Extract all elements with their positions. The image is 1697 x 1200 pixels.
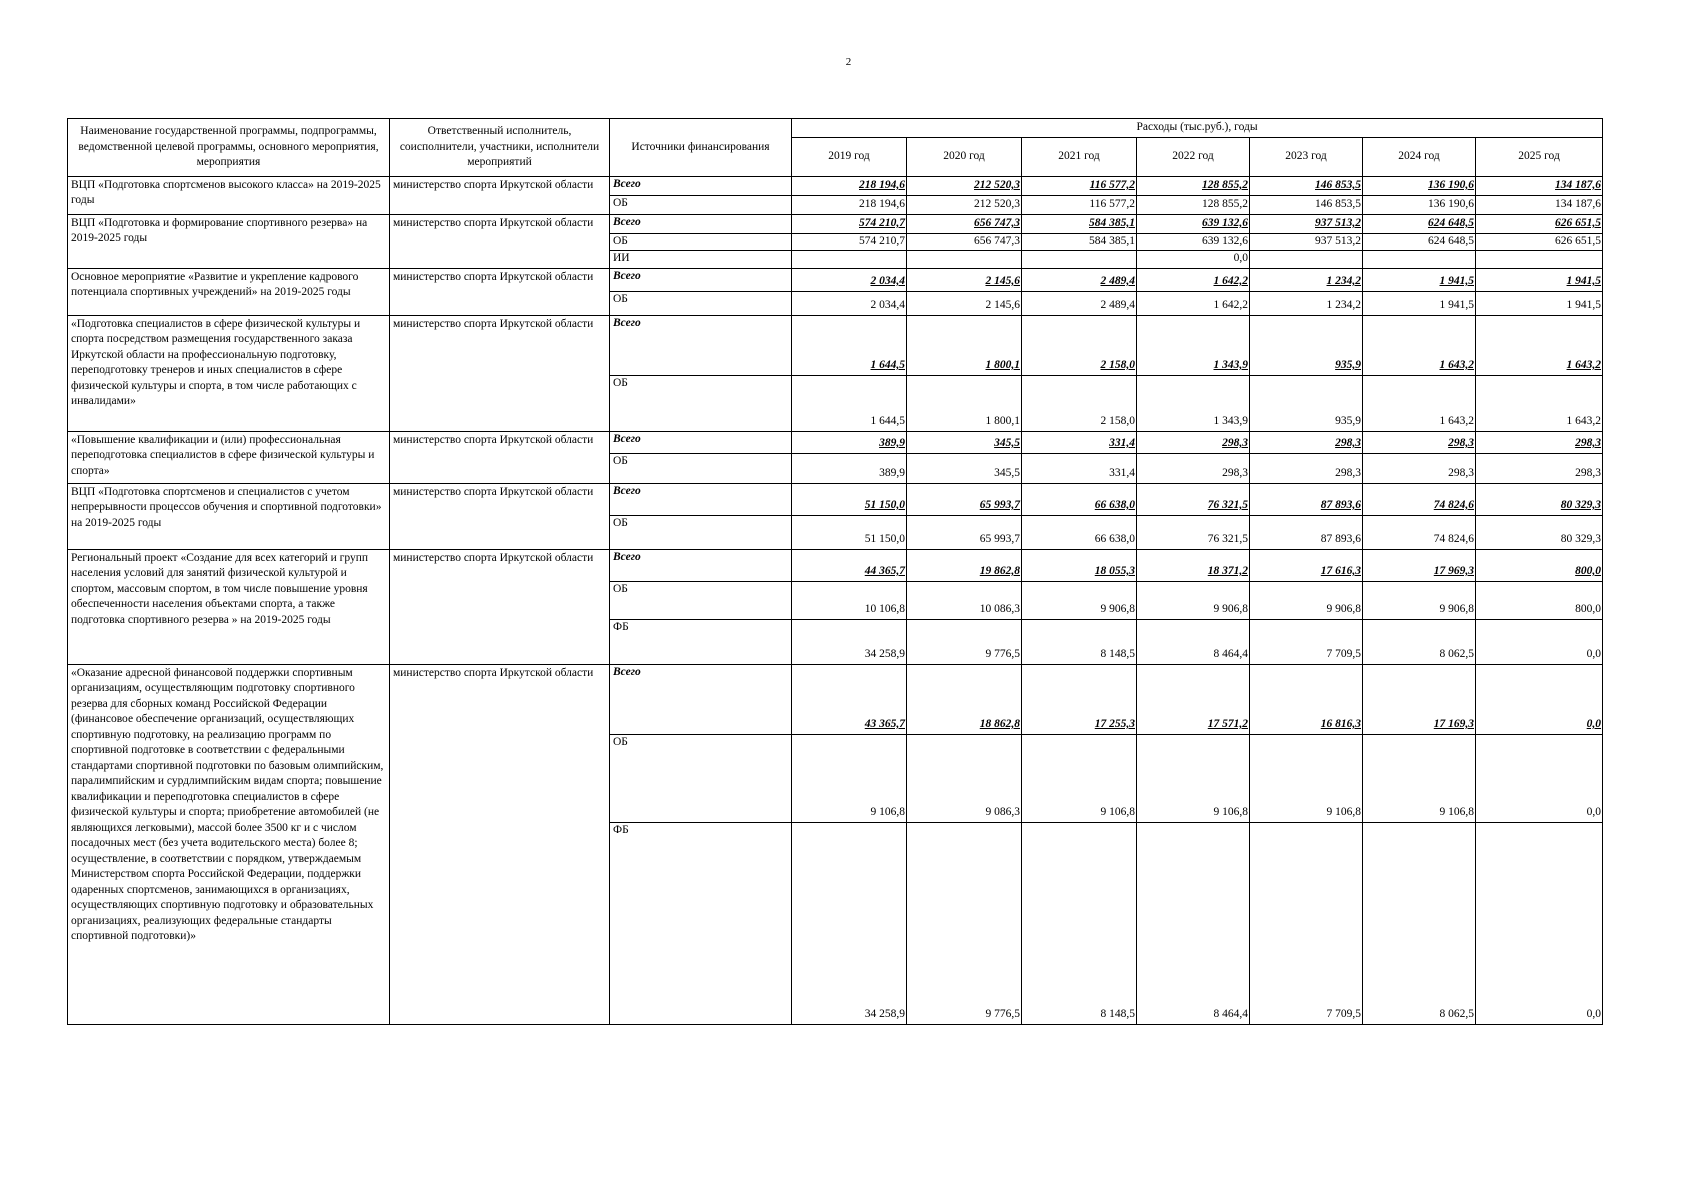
expense-value: 2 145,6	[907, 268, 1022, 291]
measure-name: Основное мероприятие «Развитие и укрепление кадрового потенциала спортивных учреждений» на 2019-2025 годы	[68, 268, 390, 315]
expense-value: 1 644,5	[792, 315, 907, 375]
expense-value: 74 824,6	[1363, 483, 1476, 515]
expense-value: 87 893,6	[1250, 515, 1363, 549]
expense-value: 34 258,9	[792, 619, 907, 664]
expense-value: 9 906,8	[1022, 581, 1137, 619]
expense-value: 298,3	[1137, 453, 1250, 483]
expense-value: 9 106,8	[792, 734, 907, 822]
executor: министерство спорта Иркутской области	[390, 214, 610, 268]
expense-value: 8 464,4	[1137, 822, 1250, 1024]
table-row	[68, 176, 1603, 195]
expense-value: 9 086,3	[907, 734, 1022, 822]
measure-name: «Повышение квалификации и (или) профессиональная переподготовка специалистов в сфере физической культуры и спорта»	[68, 431, 390, 483]
expense-value: 574 210,7	[792, 233, 907, 251]
expense-value: 18 862,8	[907, 664, 1022, 734]
funding-source: Всего	[610, 214, 792, 233]
expense-value: 116 577,2	[1022, 195, 1137, 214]
expense-value: 18 055,3	[1022, 549, 1137, 581]
funding-source: Всего	[610, 483, 792, 515]
expense-value: 17 969,3	[1363, 549, 1476, 581]
expense-value: 87 893,6	[1250, 483, 1363, 515]
table-row	[68, 483, 1603, 515]
expense-value: 218 194,6	[792, 176, 907, 195]
measure-name: Региональный проект «Создание для всех категорий и групп населения условий для занятий физической культурой и спортом, массовым спортом, в том числе повышение уровня обеспеченности населения объектами спорта, а также подготовка спортивного резерва » на 2019-2025 годы	[68, 549, 390, 664]
expense-value: 2 489,4	[1022, 268, 1137, 291]
expense-value: 574 210,7	[792, 214, 907, 233]
expense-value: 17 571,2	[1137, 664, 1250, 734]
funding-source: Всего	[610, 315, 792, 375]
measure-name: «Оказание адресной финансовой поддержки спортивным организациям, осуществляющим подготовку спортивного резерва для сборных команд Российской Федерации (финансовое обеспечение организаций, осуществляющих спортивную подготовку, на реализацию программ по спортивной подготовке в соответствии с федеральными стандартами спортивной подготовки по базовым олимпийским, паралимпийским и сурдлимпийским видам спорта; повышение квалификации и переподготовка специалистов в сфере физической культуры и спорта; приобретение автомобилей (не являющихся легковыми), массой более 3500 кг и с числом посадочных мест (без учета водительского места) более 8; осуществление, в соответствии с порядком, утверждаемым Министерством спорта Российской Федерации, поддержки одаренных спортсменов, занимающихся в организациях, осуществляющих спортивную подготовку и образовательных организациях, реализующих федеральные стандарты спортивной подготовки)»	[68, 664, 390, 1024]
funding-source: ИИ	[610, 251, 792, 269]
funding-source: Всего	[610, 664, 792, 734]
expense-value: 51 150,0	[792, 483, 907, 515]
funding-source: Всего	[610, 431, 792, 453]
expense-value: 146 853,5	[1250, 176, 1363, 195]
expense-value: 0,0	[1476, 822, 1603, 1024]
expense-value: 584 385,1	[1022, 233, 1137, 251]
expense-value: 1 234,2	[1250, 268, 1363, 291]
table-row	[68, 214, 1603, 233]
expense-value: 345,5	[907, 453, 1022, 483]
expense-value: 9 776,5	[907, 822, 1022, 1024]
expense-value: 80 329,3	[1476, 515, 1603, 549]
expense-value	[1363, 251, 1476, 269]
expense-value: 66 638,0	[1022, 515, 1137, 549]
header-expenses: Расходы (тыс.руб.), годы	[792, 119, 1603, 138]
executor: министерство спорта Иркутской области	[390, 431, 610, 483]
expense-value: 134 187,6	[1476, 176, 1603, 195]
expense-value: 1 343,9	[1137, 375, 1250, 431]
expense-value: 800,0	[1476, 549, 1603, 581]
expense-value: 626 651,5	[1476, 233, 1603, 251]
expense-value: 1 642,2	[1137, 291, 1250, 315]
expense-value: 298,3	[1250, 453, 1363, 483]
expense-value: 0,0	[1137, 251, 1250, 269]
expense-value: 800,0	[1476, 581, 1603, 619]
expense-value: 1 941,5	[1476, 268, 1603, 291]
executor: министерство спорта Иркутской области	[390, 483, 610, 549]
year-header: 2019 год	[792, 137, 907, 176]
expense-value: 331,4	[1022, 431, 1137, 453]
expense-value: 17 255,3	[1022, 664, 1137, 734]
expense-value: 2 034,4	[792, 268, 907, 291]
expense-value: 1 941,5	[1476, 291, 1603, 315]
funding-source: ОБ	[610, 734, 792, 822]
expense-value: 298,3	[1363, 431, 1476, 453]
funding-source: ФБ	[610, 619, 792, 664]
header-name: Наименование государственной программы, подпрограммы, ведомственной целевой программы, основного мероприятия, мероприятия	[68, 119, 390, 177]
expense-value: 76 321,5	[1137, 515, 1250, 549]
expense-value: 65 993,7	[907, 515, 1022, 549]
expense-value: 0,0	[1476, 664, 1603, 734]
measure-name: ВЦП «Подготовка и формирование спортивного резерва» на 2019-2025 годы	[68, 214, 390, 268]
expense-value: 10 086,3	[907, 581, 1022, 619]
expense-value: 1 643,2	[1363, 315, 1476, 375]
executor: министерство спорта Иркутской области	[390, 315, 610, 431]
expense-value: 128 855,2	[1137, 176, 1250, 195]
expense-value: 136 190,6	[1363, 195, 1476, 214]
expense-value: 136 190,6	[1363, 176, 1476, 195]
expenses-table	[67, 118, 1603, 1025]
funding-source: ОБ	[610, 453, 792, 483]
expense-value: 639 132,6	[1137, 214, 1250, 233]
expense-value: 7 709,5	[1250, 822, 1363, 1024]
table-body	[68, 176, 1603, 1024]
expense-value: 389,9	[792, 453, 907, 483]
page-number: 2	[845, 56, 852, 68]
funding-source: ОБ	[610, 291, 792, 315]
funding-source: ОБ	[610, 515, 792, 549]
expense-value	[1476, 251, 1603, 269]
expense-value: 298,3	[1137, 431, 1250, 453]
funding-source: ОБ	[610, 195, 792, 214]
expense-value: 2 158,0	[1022, 375, 1137, 431]
expense-value: 9 906,8	[1363, 581, 1476, 619]
expense-value: 1 800,1	[907, 375, 1022, 431]
expense-value: 0,0	[1476, 734, 1603, 822]
table-row	[68, 549, 1603, 581]
header-executor: Ответственный исполнитель, соисполнители, участники, исполнители мероприятий	[390, 119, 610, 177]
expense-value: 2 034,4	[792, 291, 907, 315]
expense-value: 1 234,2	[1250, 291, 1363, 315]
measure-name: ВЦП «Подготовка спортсменов высокого класса» на 2019-2025 годы	[68, 176, 390, 214]
funding-source: Всего	[610, 176, 792, 195]
executor: министерство спорта Иркутской области	[390, 549, 610, 664]
expense-value: 8 148,5	[1022, 619, 1137, 664]
expense-value: 1 343,9	[1137, 315, 1250, 375]
year-header: 2022 год	[1137, 137, 1250, 176]
expense-value: 9 106,8	[1022, 734, 1137, 822]
expense-value: 134 187,6	[1476, 195, 1603, 214]
expense-value: 584 385,1	[1022, 214, 1137, 233]
expense-value: 51 150,0	[792, 515, 907, 549]
expense-value: 626 651,5	[1476, 214, 1603, 233]
expense-value: 146 853,5	[1250, 195, 1363, 214]
expense-value: 2 489,4	[1022, 291, 1137, 315]
year-header: 2023 год	[1250, 137, 1363, 176]
expense-value: 74 824,6	[1363, 515, 1476, 549]
expense-value: 10 106,8	[792, 581, 907, 619]
expense-value: 9 106,8	[1363, 734, 1476, 822]
expense-value: 65 993,7	[907, 483, 1022, 515]
expense-value: 1 800,1	[907, 315, 1022, 375]
expense-value: 2 145,6	[907, 291, 1022, 315]
expense-value: 1 644,5	[792, 375, 907, 431]
expense-value: 8 062,5	[1363, 822, 1476, 1024]
funding-source: ОБ	[610, 233, 792, 251]
expense-value: 624 648,5	[1363, 233, 1476, 251]
expense-value: 389,9	[792, 431, 907, 453]
expense-value: 935,9	[1250, 315, 1363, 375]
funding-source: ОБ	[610, 375, 792, 431]
year-header: 2021 год	[1022, 137, 1137, 176]
expense-value: 212 520,3	[907, 176, 1022, 195]
expense-value: 80 329,3	[1476, 483, 1603, 515]
table-row	[68, 431, 1603, 453]
expense-value: 16 816,3	[1250, 664, 1363, 734]
expense-value: 656 747,3	[907, 233, 1022, 251]
expense-value: 298,3	[1363, 453, 1476, 483]
table-row	[68, 315, 1603, 375]
expense-value: 2 158,0	[1022, 315, 1137, 375]
executor: министерство спорта Иркутской области	[390, 268, 610, 315]
expense-value: 937 513,2	[1250, 214, 1363, 233]
expense-value: 76 321,5	[1137, 483, 1250, 515]
expense-value: 298,3	[1476, 453, 1603, 483]
expense-value: 19 862,8	[907, 549, 1022, 581]
measure-name: ВЦП «Подготовка спортсменов и специалистов с учетом непрерывности процессов обучения и спортивной подготовки» на 2019-2025 годы	[68, 483, 390, 549]
header-source: Источники финансирования	[610, 119, 792, 177]
expense-value: 8 062,5	[1363, 619, 1476, 664]
measure-name: «Подготовка специалистов в сфере физической культуры и спорта посредством размещения государственного заказа Иркутской области на профессиональную подготовку, переподготовку тренеров и иных специалистов в сфере физической культуры и спорта, в том числе работающих с инвалидами»	[68, 315, 390, 431]
expense-value: 9 776,5	[907, 619, 1022, 664]
expense-value: 8 148,5	[1022, 822, 1137, 1024]
expense-value: 1 642,2	[1137, 268, 1250, 291]
expense-value: 66 638,0	[1022, 483, 1137, 515]
table-row	[68, 268, 1603, 291]
expense-value: 1 941,5	[1363, 268, 1476, 291]
funding-source: ОБ	[610, 581, 792, 619]
funding-source: ФБ	[610, 822, 792, 1024]
expense-value	[792, 251, 907, 269]
expense-value: 0,0	[1476, 619, 1603, 664]
executor: министерство спорта Иркутской области	[390, 664, 610, 1024]
funding-source: Всего	[610, 268, 792, 291]
year-header: 2020 год	[907, 137, 1022, 176]
expense-value: 298,3	[1476, 431, 1603, 453]
expense-value: 1 941,5	[1363, 291, 1476, 315]
expense-value: 331,4	[1022, 453, 1137, 483]
expense-value: 7 709,5	[1250, 619, 1363, 664]
expense-value: 18 371,2	[1137, 549, 1250, 581]
expense-value: 44 365,7	[792, 549, 907, 581]
expense-value: 43 365,7	[792, 664, 907, 734]
expense-value: 9 106,8	[1137, 734, 1250, 822]
expense-value: 298,3	[1250, 431, 1363, 453]
expense-value: 656 747,3	[907, 214, 1022, 233]
year-header: 2024 год	[1363, 137, 1476, 176]
expense-value: 212 520,3	[907, 195, 1022, 214]
year-header: 2025 год	[1476, 137, 1603, 176]
expense-value: 17 169,3	[1363, 664, 1476, 734]
expense-value: 639 132,6	[1137, 233, 1250, 251]
expense-value	[907, 251, 1022, 269]
expense-value: 624 648,5	[1363, 214, 1476, 233]
executor: министерство спорта Иркутской области	[390, 176, 610, 214]
expense-value	[1250, 251, 1363, 269]
expense-value: 1 643,2	[1476, 375, 1603, 431]
expense-value: 1 643,2	[1476, 315, 1603, 375]
expense-value: 9 106,8	[1250, 734, 1363, 822]
expense-value: 34 258,9	[792, 822, 907, 1024]
expense-value: 128 855,2	[1137, 195, 1250, 214]
expense-value: 937 513,2	[1250, 233, 1363, 251]
funding-source: Всего	[610, 549, 792, 581]
expense-value: 1 643,2	[1363, 375, 1476, 431]
expense-value	[1022, 251, 1137, 269]
expense-value: 935,9	[1250, 375, 1363, 431]
expense-value: 17 616,3	[1250, 549, 1363, 581]
expense-value: 9 906,8	[1137, 581, 1250, 619]
table-row	[68, 664, 1603, 734]
expense-value: 8 464,4	[1137, 619, 1250, 664]
expense-value: 9 906,8	[1250, 581, 1363, 619]
expense-value: 345,5	[907, 431, 1022, 453]
expense-value: 218 194,6	[792, 195, 907, 214]
expense-value: 116 577,2	[1022, 176, 1137, 195]
